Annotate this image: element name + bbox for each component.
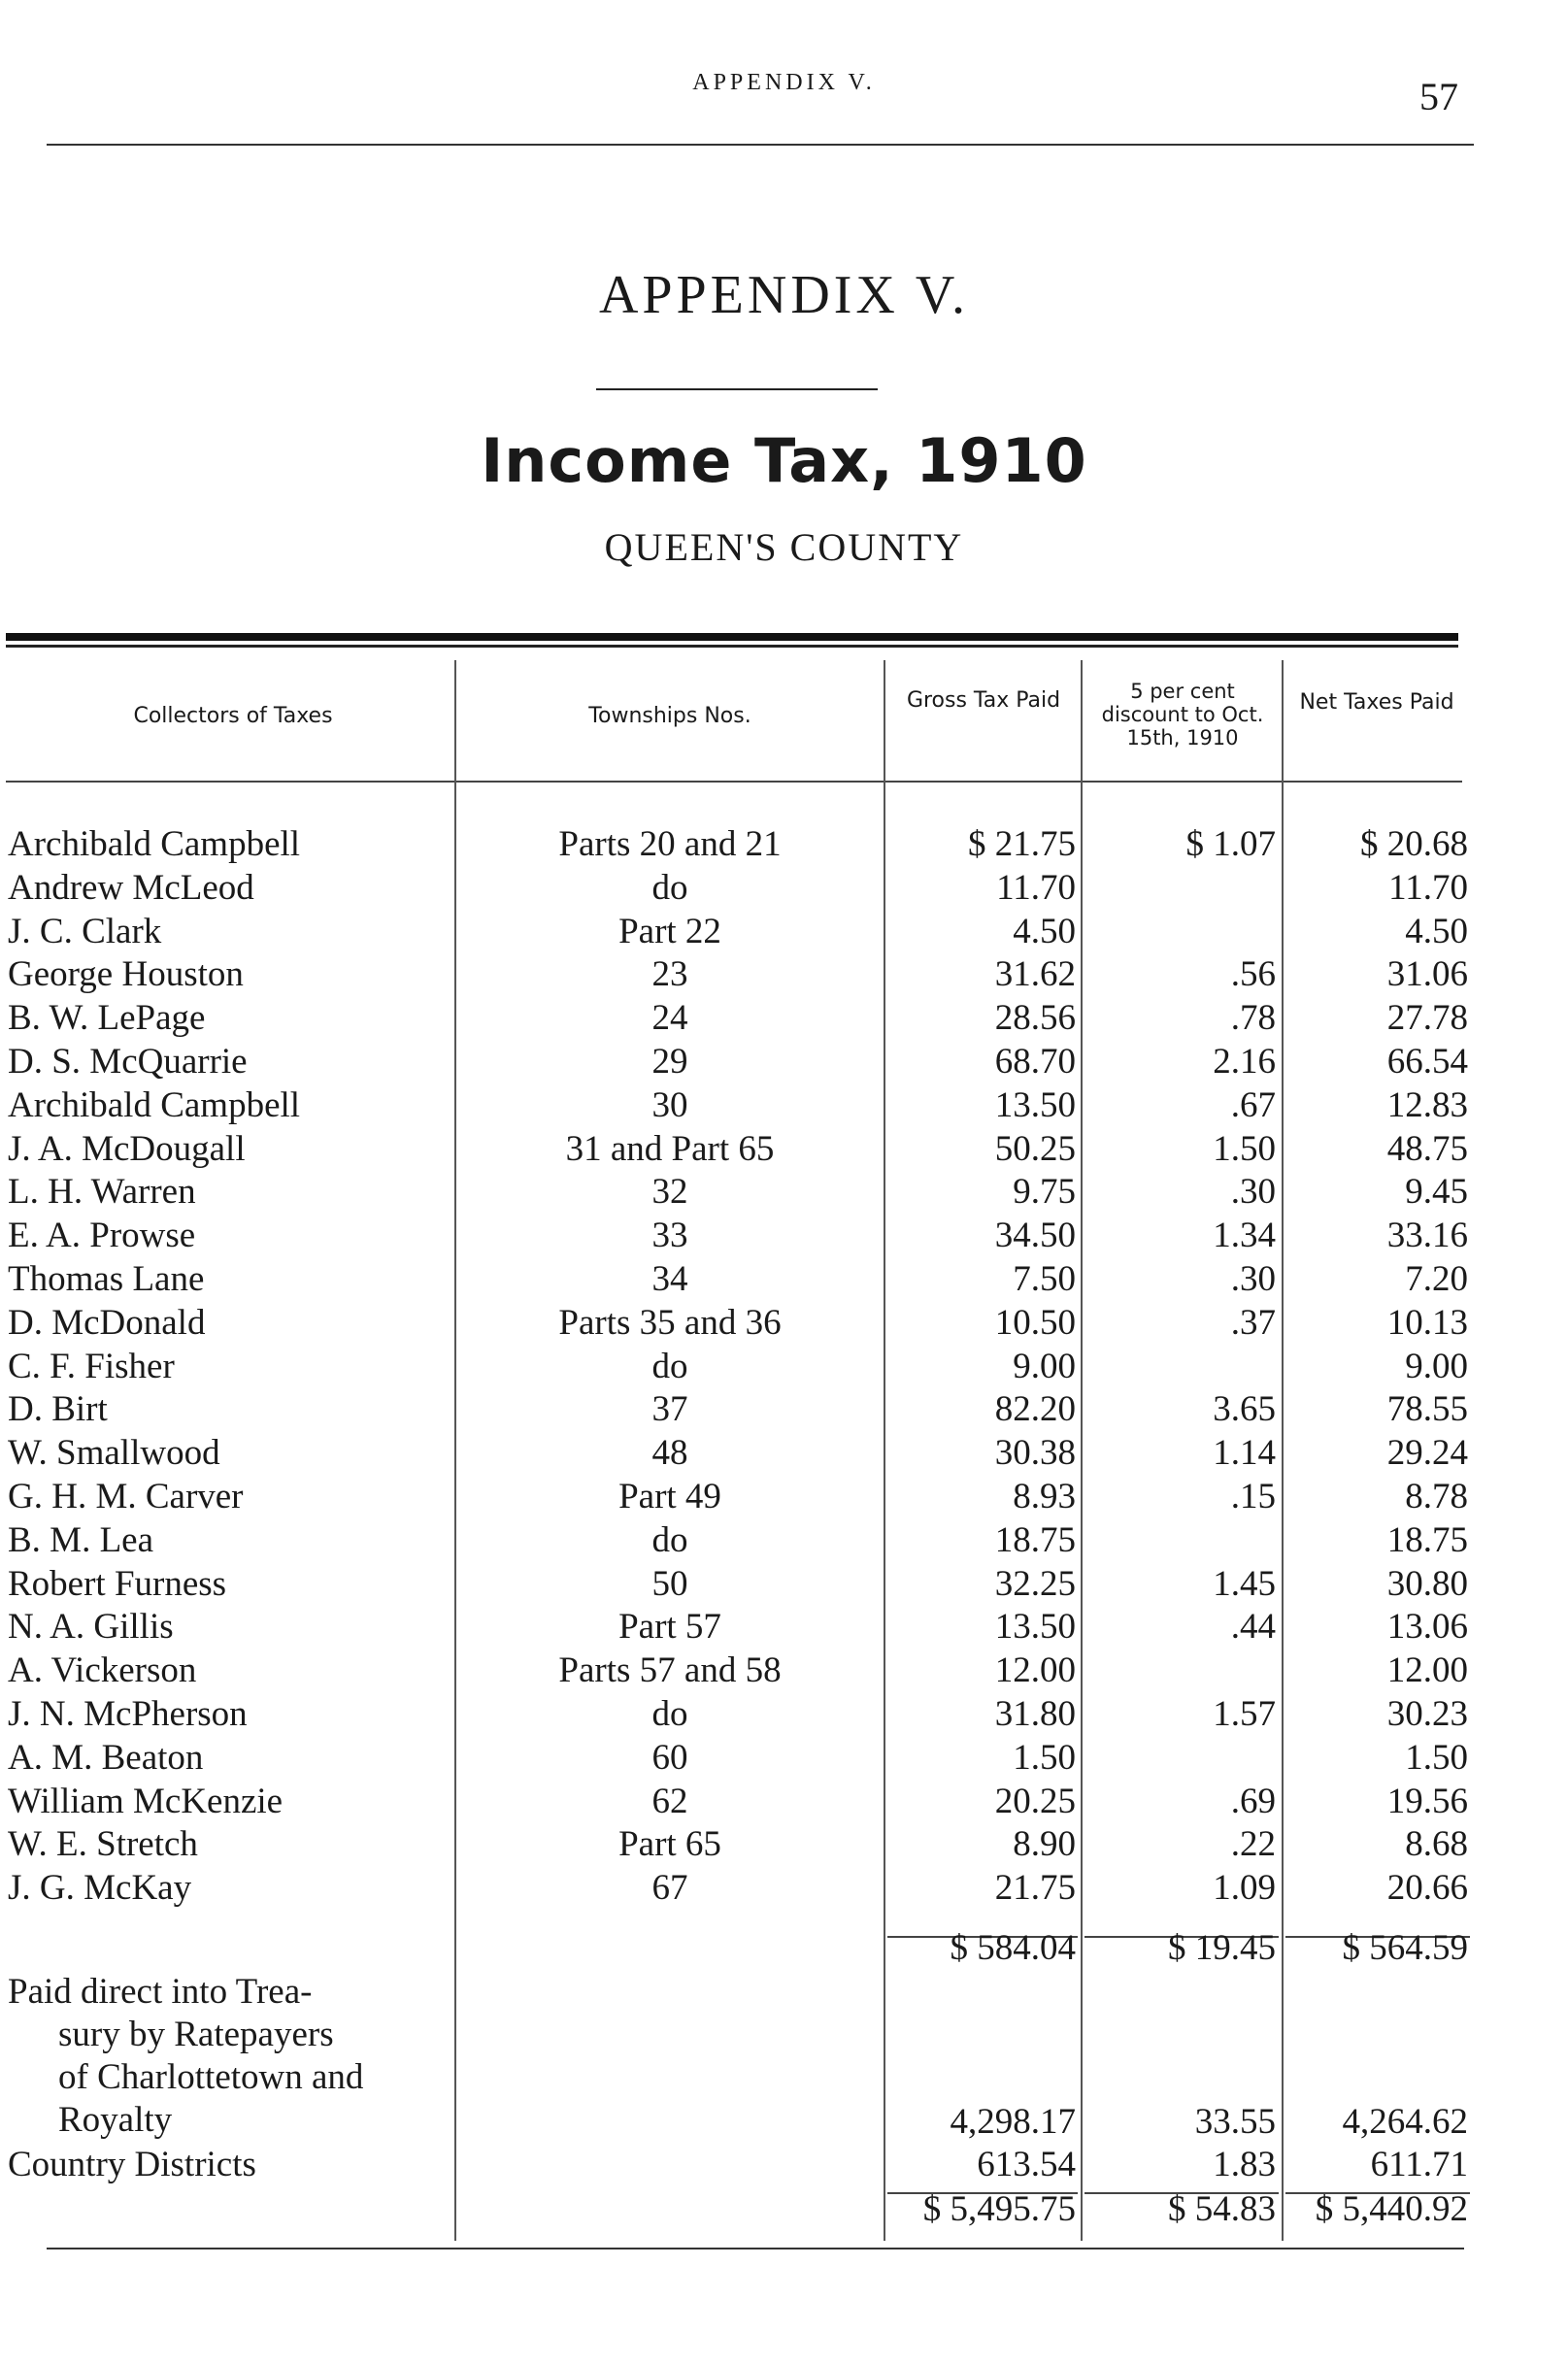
collector-name: W. E. Stretch <box>8 1824 198 1864</box>
country-gross: 613.54 <box>977 2145 1076 2184</box>
discount-amount: .67 <box>1230 1085 1276 1125</box>
gross-tax: 30.38 <box>994 1433 1076 1473</box>
collector-name: Thomas Lane <box>8 1259 205 1299</box>
net-tax: 8.68 <box>1405 1824 1468 1864</box>
gross-tax: 8.93 <box>1013 1477 1076 1516</box>
net-tax: 4.50 <box>1405 912 1468 951</box>
collector-name: George Houston <box>8 954 244 994</box>
gross-tax: 82.20 <box>994 1389 1076 1429</box>
gross-tax: 34.50 <box>994 1216 1076 1255</box>
discount-amount: .44 <box>1230 1607 1276 1647</box>
county-name: QUEEN'S COUNTY <box>604 525 964 569</box>
discount-amount: 1.50 <box>1213 1129 1276 1169</box>
net-tax: 33.16 <box>1386 1216 1468 1255</box>
net-tax: 18.75 <box>1386 1520 1468 1560</box>
net-tax: 13.06 <box>1386 1607 1468 1647</box>
country-districts-label: Country Districts <box>8 2145 256 2184</box>
treasury-line-1: Paid direct into Trea- <box>8 1972 313 2012</box>
discount-amount: 1.57 <box>1213 1694 1276 1734</box>
collector-name: W. Smallwood <box>8 1433 220 1473</box>
township-number: do <box>651 868 688 908</box>
net-tax: 30.23 <box>1386 1694 1468 1734</box>
discount-amount: .22 <box>1230 1824 1276 1864</box>
subtotal-net: $ 564.59 <box>1342 1928 1468 1968</box>
township-number: 31 and Part 65 <box>565 1129 775 1169</box>
collector-name: E. A. Prowse <box>8 1216 196 1255</box>
gross-tax: 68.70 <box>994 1042 1076 1082</box>
gross-tax: 9.75 <box>1013 1172 1076 1212</box>
net-tax: 10.13 <box>1386 1303 1468 1343</box>
net-tax: 12.00 <box>1386 1650 1468 1690</box>
discount-amount: 1.14 <box>1213 1433 1276 1473</box>
header-bottom-rule <box>6 781 1462 783</box>
net-tax: $ 20.68 <box>1360 824 1468 864</box>
gross-tax: 1.50 <box>1013 1738 1076 1778</box>
net-tax: 7.20 <box>1405 1259 1468 1299</box>
net-tax: 27.78 <box>1386 998 1468 1038</box>
column-divider-3 <box>1081 660 1083 2241</box>
collector-name: J. C. Clark <box>8 912 162 951</box>
township-number: 24 <box>651 998 688 1038</box>
township-number: Part 49 <box>618 1477 721 1516</box>
net-tax: 30.80 <box>1386 1564 1468 1604</box>
collector-name: C. F. Fisher <box>8 1347 175 1386</box>
collector-name: L. H. Warren <box>8 1172 196 1212</box>
township-number: 34 <box>651 1259 688 1299</box>
discount-amount: $ 1.07 <box>1185 824 1276 864</box>
grand-total-gross: $ 5,495.75 <box>922 2189 1076 2229</box>
township-number: 37 <box>651 1389 688 1429</box>
township-number: 62 <box>651 1782 688 1821</box>
collector-name: D. S. McQuarrie <box>8 1042 248 1082</box>
column-header-townships: Townships Nos. <box>588 704 751 728</box>
collector-name: William McKenzie <box>8 1782 284 1821</box>
collector-name: B. M. Lea <box>8 1520 154 1560</box>
column-divider-2 <box>884 660 885 2241</box>
treasury-line-2: sury by Ratepayers <box>58 2015 334 2054</box>
township-number: 33 <box>651 1216 688 1255</box>
gross-tax: 31.80 <box>994 1694 1076 1734</box>
table-top-rule <box>6 633 1458 641</box>
gross-tax: $ 21.75 <box>968 824 1076 864</box>
discount-amount: .69 <box>1230 1782 1276 1821</box>
net-tax: 31.06 <box>1386 954 1468 994</box>
income-tax-title: Income Tax, 1910 <box>481 425 1087 496</box>
township-number: 29 <box>651 1042 688 1082</box>
discount-amount: 2.16 <box>1213 1042 1276 1082</box>
discount-amount: 1.45 <box>1213 1564 1276 1604</box>
treasury-line-3: of Charlottetown and <box>58 2057 364 2097</box>
collector-name: D. McDonald <box>8 1303 206 1343</box>
township-number: 32 <box>651 1172 688 1212</box>
collector-name: J. G. McKay <box>8 1868 192 1908</box>
collector-name: A. M. Beaton <box>8 1738 204 1778</box>
grand-total-discount: $ 54.83 <box>1168 2189 1276 2229</box>
net-tax: 11.70 <box>1388 868 1468 908</box>
discount-amount: .56 <box>1230 954 1276 994</box>
township-number: 48 <box>651 1433 688 1473</box>
township-number: Part 22 <box>618 912 721 951</box>
township-number: 50 <box>651 1564 688 1604</box>
discount-amount: .30 <box>1230 1259 1276 1299</box>
treasury-line-4: Royalty <box>58 2100 173 2140</box>
page-number: 57 <box>1419 75 1458 118</box>
net-tax: 12.83 <box>1386 1085 1468 1125</box>
discount-amount: 3.65 <box>1213 1389 1276 1429</box>
table-top-rule-thin <box>6 645 1458 648</box>
collector-name: Andrew McLeod <box>8 868 254 908</box>
township-number: Parts 20 and 21 <box>558 824 782 864</box>
grand-total-net: $ 5,440.92 <box>1315 2189 1468 2229</box>
township-number: do <box>651 1694 688 1734</box>
country-net: 611.71 <box>1370 2145 1468 2184</box>
gross-tax: 21.75 <box>994 1868 1076 1908</box>
net-tax: 66.54 <box>1386 1042 1468 1082</box>
township-number: 67 <box>651 1868 688 1908</box>
gross-tax: 32.25 <box>994 1564 1076 1604</box>
country-discount: 1.83 <box>1213 2145 1276 2184</box>
discount-amount: 1.09 <box>1213 1868 1276 1908</box>
gross-tax: 8.90 <box>1013 1824 1076 1864</box>
township-number: do <box>651 1347 688 1386</box>
discount-amount: .78 <box>1230 998 1276 1038</box>
net-tax: 9.00 <box>1405 1347 1468 1386</box>
gross-tax: 10.50 <box>994 1303 1076 1343</box>
net-tax: 8.78 <box>1405 1477 1468 1516</box>
collector-name: J. N. McPherson <box>8 1694 248 1734</box>
header-rule <box>47 144 1474 146</box>
gross-tax: 13.50 <box>994 1085 1076 1125</box>
net-tax: 19.56 <box>1386 1782 1468 1821</box>
township-number: do <box>651 1520 688 1560</box>
township-number: Parts 57 and 58 <box>558 1650 782 1690</box>
collector-name: A. Vickerson <box>8 1650 197 1690</box>
collector-name: B. W. LePage <box>8 998 206 1038</box>
discount-amount: .37 <box>1230 1303 1276 1343</box>
net-tax: 20.66 <box>1386 1868 1468 1908</box>
gross-tax: 50.25 <box>994 1129 1076 1169</box>
treasury-discount: 33.55 <box>1194 2102 1276 2142</box>
gross-tax: 4.50 <box>1013 912 1076 951</box>
column-divider-4 <box>1282 660 1284 2241</box>
treasury-net: 4,264.62 <box>1342 2102 1468 2142</box>
collector-name: J. A. McDougall <box>8 1129 246 1169</box>
treasury-gross: 4,298.17 <box>950 2102 1076 2142</box>
township-number: Part 65 <box>618 1824 721 1864</box>
township-number: 30 <box>651 1085 688 1125</box>
township-number: Parts 35 and 36 <box>558 1303 782 1343</box>
collector-name: G. H. M. Carver <box>8 1477 244 1516</box>
net-tax: 1.50 <box>1405 1738 1468 1778</box>
column-header-gross: Gross Tax Paid <box>906 688 1061 713</box>
gross-tax: 12.00 <box>994 1650 1076 1690</box>
gross-tax: 11.70 <box>996 868 1076 908</box>
net-tax: 48.75 <box>1386 1129 1468 1169</box>
gross-tax: 7.50 <box>1013 1259 1076 1299</box>
title-divider <box>596 388 878 390</box>
column-header-net: Net Taxes Paid <box>1299 690 1454 715</box>
gross-tax: 28.56 <box>994 998 1076 1038</box>
gross-tax: 13.50 <box>994 1607 1076 1647</box>
column-header-collectors: Collectors of Taxes <box>133 704 333 728</box>
collector-name: N. A. Gillis <box>8 1607 174 1647</box>
subtotal-discount: $ 19.45 <box>1168 1928 1276 1968</box>
collector-name: Archibald Campbell <box>8 824 301 864</box>
appendix-title: APPENDIX V. <box>598 265 970 325</box>
discount-amount: 1.34 <box>1213 1216 1276 1255</box>
net-tax: 9.45 <box>1405 1172 1468 1212</box>
subtotal-gross: $ 584.04 <box>950 1928 1076 1968</box>
running-head: APPENDIX V. <box>692 70 876 95</box>
net-tax: 78.55 <box>1386 1389 1468 1429</box>
township-number: 23 <box>651 954 688 994</box>
gross-tax: 18.75 <box>994 1520 1076 1560</box>
column-header-discount: 5 per cent discount to Oct. 15th, 1910 <box>1101 680 1264 750</box>
collector-name: Robert Furness <box>8 1564 227 1604</box>
gross-tax: 31.62 <box>994 954 1076 994</box>
township-number: 60 <box>651 1738 688 1778</box>
township-number: Part 57 <box>618 1607 721 1647</box>
gross-tax: 20.25 <box>994 1782 1076 1821</box>
collector-name: D. Birt <box>8 1389 108 1429</box>
collector-name: Archibald Campbell <box>8 1085 301 1125</box>
gross-tax: 9.00 <box>1013 1347 1076 1386</box>
net-tax: 29.24 <box>1386 1433 1468 1473</box>
column-divider-1 <box>454 660 456 2241</box>
discount-amount: .15 <box>1230 1477 1276 1516</box>
discount-amount: .30 <box>1230 1172 1276 1212</box>
bottom-rule <box>47 2248 1464 2249</box>
